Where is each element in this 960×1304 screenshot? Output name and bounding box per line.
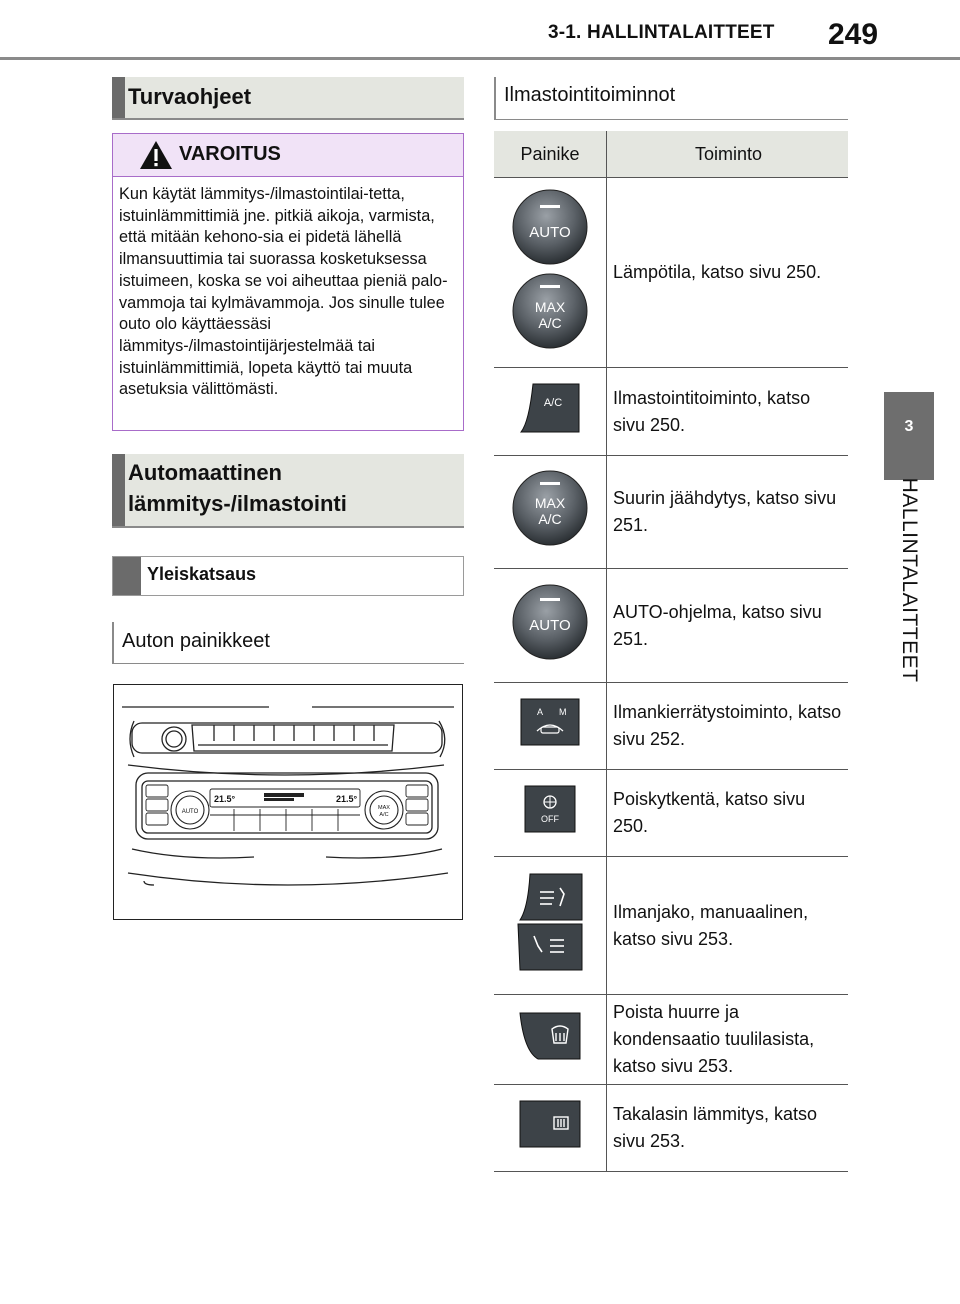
svg-text:A: A <box>537 707 544 717</box>
auto-climate-heading-line1: Automaattinen <box>128 460 282 485</box>
row-text-temperature: Lämpötila, katso sivu 250. <box>607 178 849 368</box>
panel-auto-label: AUTO <box>181 809 199 815</box>
air-distribution-buttons-icon <box>516 872 584 972</box>
buttons-heading: Auton painikkeet <box>122 630 270 652</box>
row-text-max-cooling: Suurin jäähdytys, katso sivu 251. <box>607 456 849 569</box>
svg-text:MAX: MAX <box>534 495 566 511</box>
chapter-number: 3 <box>904 418 914 435</box>
table-row <box>494 368 848 456</box>
page-number: 249 <box>828 18 879 51</box>
climate-panel-illustration <box>113 684 463 920</box>
table-row <box>494 770 848 857</box>
svg-text:A/C: A/C <box>538 511 562 527</box>
svg-text:OFF: OFF <box>541 814 559 824</box>
dashboard-line-drawing <box>114 685 461 918</box>
svg-text:MAX: MAX <box>534 298 566 315</box>
panel-max-label: MAX <box>378 805 390 811</box>
row-text-ac: Ilmastointitoiminto, katso sivu 250. <box>607 368 849 456</box>
warning-header <box>113 134 463 177</box>
safety-heading-box <box>112 77 464 120</box>
auto-climate-heading-line2: lämmitys-/ilmastointi <box>128 491 347 516</box>
header-rule <box>0 57 960 60</box>
panel-temp-right: 21.5° <box>336 794 358 804</box>
row-text-windshield-defrost: Poista huurre ja kondensaatio tuulilasista, katso sivu 253. <box>607 995 849 1085</box>
table-row <box>494 569 848 683</box>
functions-heading-box <box>494 77 848 120</box>
row-text-auto: AUTO-ohjelma, katso sivu 251. <box>607 569 849 683</box>
col-header-button: Painike <box>494 131 607 178</box>
panel-temp-left: 21.5° <box>214 794 236 804</box>
safety-heading: Turvaohjeet <box>128 84 252 109</box>
warning-triangle-icon <box>139 140 173 170</box>
row-text-off: Poiskytkentä, katso sivu 250. <box>607 770 849 857</box>
off-button-icon <box>523 784 577 834</box>
overview-heading: Yleiskatsaus <box>147 564 257 584</box>
rear-window-heating-button-icon <box>518 1099 582 1149</box>
svg-text:A/C: A/C <box>543 396 563 409</box>
table-row <box>494 683 848 770</box>
svg-text:AUTO: AUTO <box>529 616 571 634</box>
panel-ac-label: A/C <box>379 812 389 818</box>
windshield-defrost-button-icon <box>518 1011 582 1061</box>
col-header-function: Toiminto <box>607 131 849 178</box>
max-ac-knob-icon <box>510 468 590 548</box>
table-row <box>494 456 848 569</box>
chapter-label: HALLINTALAITTEET <box>898 477 921 683</box>
svg-text:A/C: A/C <box>538 314 562 331</box>
table-row <box>494 857 848 995</box>
ac-button-icon <box>519 382 581 434</box>
recirculation-button-icon <box>519 697 581 747</box>
warning-title: VAROITUS <box>179 143 281 165</box>
temperature-knobs-icon <box>510 187 590 351</box>
functions-table <box>494 131 848 1172</box>
table-row <box>494 178 848 368</box>
row-text-air-distribution: Ilmanjako, manuaalinen, katso sivu 253. <box>607 857 849 995</box>
svg-text:AUTO: AUTO <box>529 223 571 241</box>
svg-text:M: M <box>559 707 567 717</box>
auto-climate-heading-box <box>112 454 464 528</box>
table-row <box>494 1085 848 1172</box>
warning-text: Kun käytät lämmitys-/ilmastointilai-tetta, istuinlämmittimiä jne. pitkiä aikoja, varmista, että mitään kehono-sia ei pidetä lähellä ilmansuuttimia tai suorassa kosketuksessa istuimeen, koska se voi aiheuttaa pieniä palo-vammoja tai kylmävammoja. Jos sinulle tulee outo olo käyttäessäsi lämmitys-/ilmastointijärjestelmää tai istuinlämmittimiä, lopeta käyttö tai muuta asetuksia välittömästi. <box>119 185 448 399</box>
table-row <box>494 995 848 1085</box>
row-text-rear-window-heating: Takalasin lämmitys, katso sivu 253. <box>607 1085 849 1172</box>
running-header-section: 3-1. HALLINTALAITTEET <box>548 22 775 43</box>
functions-heading: Ilmastointitoiminnot <box>504 84 676 106</box>
overview-heading-box <box>112 556 464 596</box>
warning-box <box>112 133 464 431</box>
row-text-recirculation: Ilmankierrätystoiminto, katso sivu 252. <box>607 683 849 770</box>
buttons-heading-box <box>112 622 464 664</box>
auto-knob-icon <box>510 582 590 662</box>
chapter-tab <box>884 392 934 480</box>
table-header-row <box>494 131 848 178</box>
